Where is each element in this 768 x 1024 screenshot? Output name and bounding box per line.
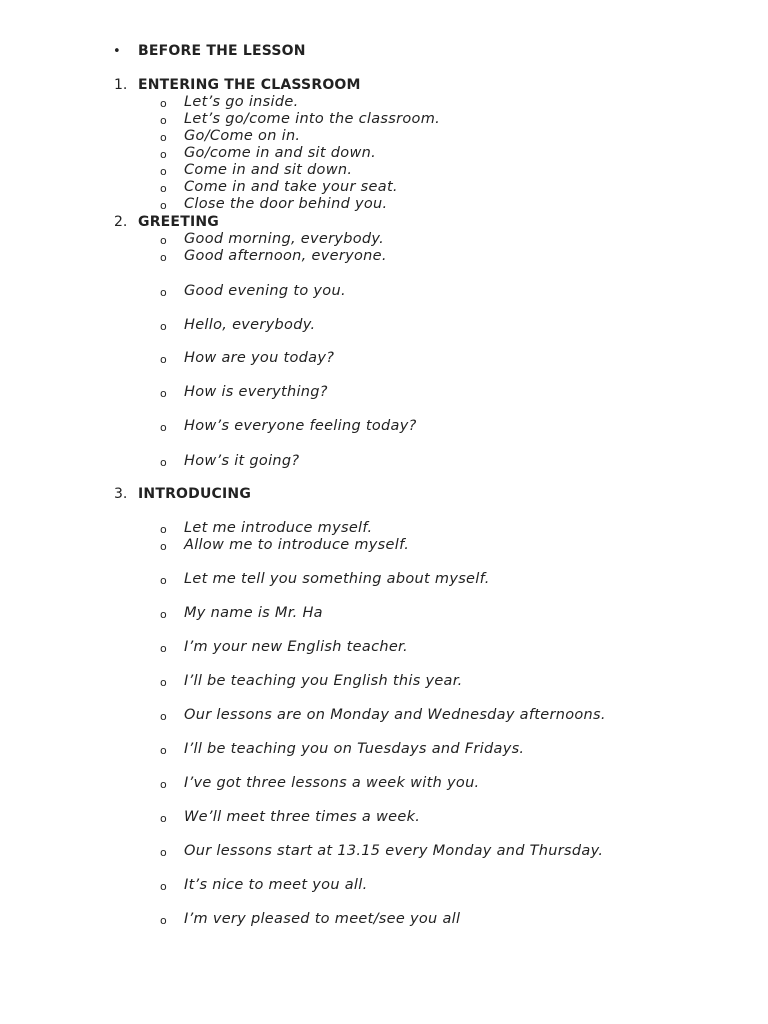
list-item-text: How are you today?: [184, 350, 335, 366]
section-number: 1.: [114, 77, 128, 93]
list-item-text: Our lessons are on Monday and Wednesday afternoons.: [184, 707, 606, 723]
list-item-text: How’s everyone feeling today?: [184, 418, 417, 434]
sub-bullet-icon: o: [160, 676, 167, 689]
sub-bullet-icon: o: [160, 608, 167, 621]
list-item-text: I’ve got three lessons a week with you.: [184, 775, 480, 791]
sub-bullet-icon: o: [160, 199, 167, 212]
sub-bullet-icon: o: [160, 165, 167, 178]
sub-bullet-icon: o: [160, 320, 167, 333]
list-item-text: How’s it going?: [184, 453, 300, 469]
list-item-text: I’ll be teaching you on Tuesdays and Fridays.: [184, 741, 525, 757]
sub-bullet-icon: o: [160, 574, 167, 587]
list-item-text: Come in and take your seat.: [184, 179, 398, 195]
sub-bullet-icon: o: [160, 880, 167, 893]
bullet-marker: •: [113, 44, 121, 59]
list-item-text: Good morning, everybody.: [184, 231, 385, 247]
list-item-text: Good afternoon, everyone.: [184, 248, 387, 264]
sub-bullet-icon: o: [160, 114, 167, 127]
sub-bullet-icon: o: [160, 744, 167, 757]
sub-bullet-icon: o: [160, 710, 167, 723]
sub-bullet-icon: o: [160, 846, 167, 859]
list-item-text: I’ll be teaching you English this year.: [184, 673, 463, 689]
list-item-text: It’s nice to meet you all.: [184, 877, 368, 893]
list-item-text: Go/Come on in.: [184, 128, 301, 144]
sub-bullet-icon: o: [160, 148, 167, 161]
list-item-text: Allow me to introduce myself.: [184, 537, 410, 553]
section-title: GREETING: [138, 214, 219, 230]
list-item-text: Let me tell you something about myself.: [184, 571, 490, 587]
section-number: 3.: [114, 486, 128, 502]
sub-bullet-icon: o: [160, 778, 167, 791]
sub-bullet-icon: o: [160, 353, 167, 366]
list-item-text: Come in and sit down.: [184, 162, 353, 178]
sub-bullet-icon: o: [160, 540, 167, 553]
sub-bullet-icon: o: [160, 642, 167, 655]
section-title: ENTERING THE CLASSROOM: [138, 77, 361, 93]
sub-bullet-icon: o: [160, 812, 167, 825]
sub-bullet-icon: o: [160, 182, 167, 195]
sub-bullet-icon: o: [160, 131, 167, 144]
sub-bullet-icon: o: [160, 523, 167, 536]
section-title: INTRODUCING: [138, 486, 252, 502]
sub-bullet-icon: o: [160, 234, 167, 247]
section-number: 2.: [114, 214, 128, 230]
list-item-text: My name is Mr. Ha: [184, 605, 323, 621]
list-item-text: Hello, everybody.: [184, 317, 316, 333]
list-item-text: Let me introduce myself.: [184, 520, 373, 536]
sub-bullet-icon: o: [160, 251, 167, 264]
main-heading-text: BEFORE THE LESSON: [138, 43, 306, 59]
list-item-text: Let’s go/come into the classroom.: [184, 111, 441, 127]
list-item-text: I’m your new English teacher.: [184, 639, 408, 655]
sub-bullet-icon: o: [160, 387, 167, 400]
list-item-text: Good evening to you.: [184, 283, 346, 299]
sub-bullet-icon: o: [160, 456, 167, 469]
list-item-text: Let’s go inside.: [184, 94, 299, 110]
sub-bullet-icon: o: [160, 421, 167, 434]
list-item-text: Close the door behind you.: [184, 196, 388, 212]
list-item-text: How is everything?: [184, 384, 328, 400]
list-item-text: We’ll meet three times a week.: [184, 809, 421, 825]
sub-bullet-icon: o: [160, 914, 167, 927]
list-item-text: Our lessons start at 13.15 every Monday and Thursday.: [184, 843, 604, 859]
sub-bullet-icon: o: [160, 97, 167, 110]
list-item-text: Go/come in and sit down.: [184, 145, 377, 161]
sub-bullet-icon: o: [160, 286, 167, 299]
list-item-text: I’m very pleased to meet/see you all: [184, 911, 461, 927]
